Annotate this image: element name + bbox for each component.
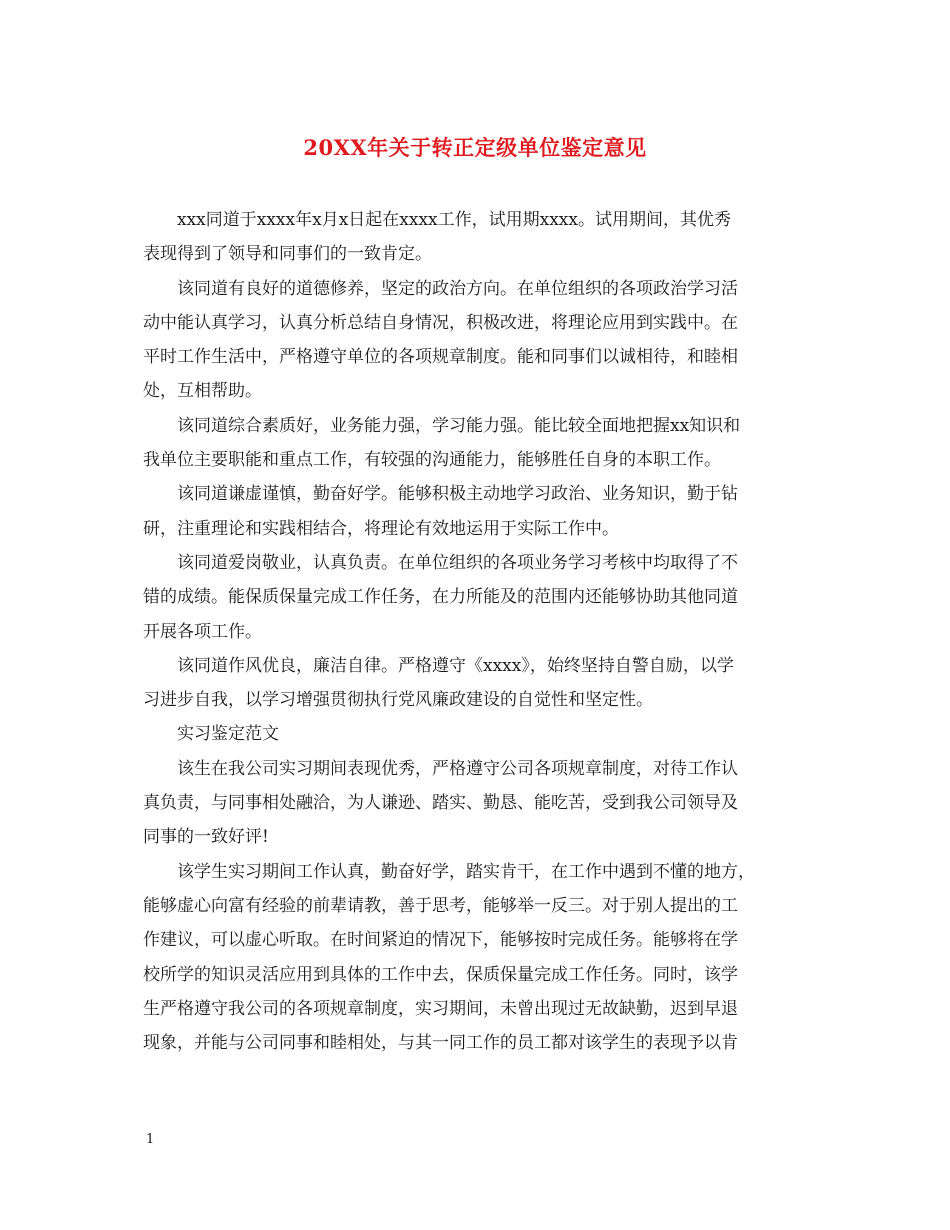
paragraph-dedication: 该同道爱岗敬业，认真负责。在单位组织的各项业务学习考核中均取得了不 错的成绩。能保质保量完成工作任务，在力所能及的范围内还能够协助其他同道 开展各项工作。 — [143, 552, 738, 642]
section-heading-internship-sample: 实习鉴定范文 — [177, 724, 279, 745]
paragraph-modesty-diligence: 该同道谦虚谨慎，勤奋好学。能够积极主动地学习政治、业务知识，勤于钻 研，注重理论和实践相结合，将理论有效地运用于实际工作中。 — [143, 484, 738, 539]
paragraph-internship-performance: 该生在我公司实习期间表现优秀，严格遵守公司各项规章制度，对待工作认 真负责，与同事相处融洽，为人谦逊、踏实、勤恳、能吃苦，受到我公司领导及 同事的一致好评! — [143, 758, 738, 848]
paragraph-integrity: 该同道作风优良，廉洁自律。严格遵守《xxxx》，始终坚持自警自励，以学 习进步自我，以学习增强贯彻执行党风廉政建设的自觉性和坚定性。 — [143, 655, 734, 711]
document-title: 20XX年关于转正定级单位鉴定意见 — [303, 135, 647, 160]
paragraph-internship-work-attitude: 该学生实习期间工作认真，勤奋好学，踏实肯干，在工作中遇到不懂的地方， 能够虚心向富有经验的前辈请教，善于思考，能够举一反三。对于别人提出的工 作建议，可以虚心听取。在时间紧迫的情况下，能够按时完成任务。能够将在学 校所学的知识灵活应用到具体的工作中去，保质保量完成工作任务。同时，该学 生严格遵守我公司的各项规章制度，实习期间，未曾出现过无故缺勤，迟到早退 现象，并能与公司同事和睦相处，与其一同工作的员工都对该学生的表现予以肯 — [143, 861, 755, 1054]
paragraph-moral-character: 该同道有良好的道德修养，坚定的政治方向。在单位组织的各项政治学习活 动中能认真学习，认真分析总结自身情况，积极改进，将理论应用到实践中。在 平时工作生活中，严格遵守单位的各项规章制度。能和同事们以诚相待，和睦相 处，互相帮助。 — [143, 278, 738, 402]
paragraph-overall-quality: 该同道综合素质好，业务能力强，学习能力强。能比较全面地把握xx知识和 我单位主要职能和重点工作，有较强的沟通能力，能够胜任自身的本职工作。 — [143, 415, 741, 471]
paragraph-probation-summary: xxx同道于xxxx年x月x日起在xxxx工作，试用期xxxx。试用期间，其优秀 表现得到了领导和同事们的一致肯定。 — [143, 210, 731, 265]
document-body — [143, 203, 811, 1060]
page-number: 1 — [146, 1132, 155, 1147]
